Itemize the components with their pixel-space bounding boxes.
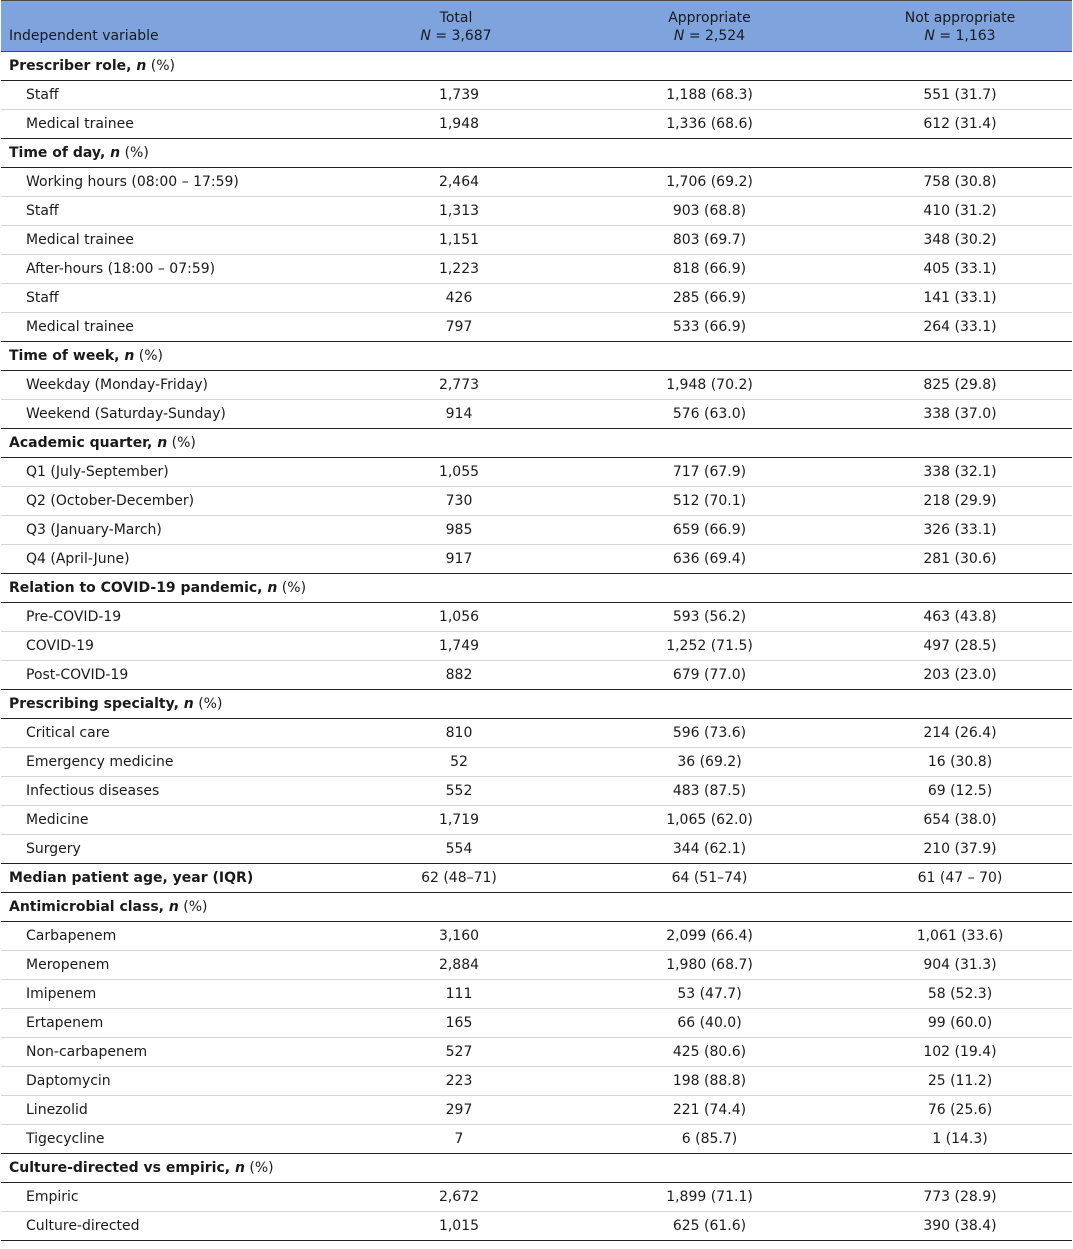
row-appropriate: 1,065 (62.0) xyxy=(571,806,848,835)
row-not-appropriate: 69 (12.5) xyxy=(848,777,1072,806)
row-not-appropriate: 203 (23.0) xyxy=(848,661,1072,690)
row-appropriate: 1,252 (71.5) xyxy=(571,632,848,661)
row-appropriate: 285 (66.9) xyxy=(571,284,848,313)
row-label: Linezolid xyxy=(1,1096,341,1125)
row-total: 810 xyxy=(341,719,571,748)
row-not-appropriate: 338 (37.0) xyxy=(848,400,1072,429)
row-total: 426 xyxy=(341,284,571,313)
row-total: 223 xyxy=(341,1067,571,1096)
row-total: 1,739 xyxy=(341,81,571,110)
table-row xyxy=(1,980,1072,1009)
row-not-appropriate: 141 (33.1) xyxy=(848,284,1072,313)
section-title: Relation to COVID-19 pandemic, n (%) xyxy=(1,574,1072,603)
row-label: Weekend (Saturday-Sunday) xyxy=(1,400,341,429)
row-not-appropriate: 264 (33.1) xyxy=(848,313,1072,342)
table-row xyxy=(1,1212,1072,1241)
row-total: 797 xyxy=(341,313,571,342)
row-total: 1,223 xyxy=(341,255,571,284)
row-not-appropriate: 348 (30.2) xyxy=(848,226,1072,255)
row-total: 882 xyxy=(341,661,571,690)
table-row xyxy=(1,719,1072,748)
table-row xyxy=(1,748,1072,777)
row-appropriate: 221 (74.4) xyxy=(571,1096,848,1125)
row-not-appropriate: 904 (31.3) xyxy=(848,951,1072,980)
table-row xyxy=(1,284,1072,313)
row-label: Culture-directed xyxy=(1,1212,341,1241)
row-not-appropriate: 58 (52.3) xyxy=(848,980,1072,1009)
row-label: Q4 (April-June) xyxy=(1,545,341,574)
section-title: Culture-directed vs empiric, n (%) xyxy=(1,1154,1072,1183)
section-title: Prescriber role, n (%) xyxy=(1,52,1072,81)
row-not-appropriate: 654 (38.0) xyxy=(848,806,1072,835)
row-total: 1,313 xyxy=(341,197,571,226)
row-total: 62 (48–71) xyxy=(341,864,571,893)
row-total: 552 xyxy=(341,777,571,806)
row-not-appropriate: 218 (29.9) xyxy=(848,487,1072,516)
row-appropriate: 1,948 (70.2) xyxy=(571,371,848,400)
table-row xyxy=(1,81,1072,110)
row-appropriate: 636 (69.4) xyxy=(571,545,848,574)
header-total-title: Total xyxy=(439,10,473,26)
row-appropriate: 596 (73.6) xyxy=(571,719,848,748)
row-not-appropriate: 825 (29.8) xyxy=(848,371,1072,400)
row-label: Daptomycin xyxy=(1,1067,341,1096)
row-not-appropriate: 773 (28.9) xyxy=(848,1183,1072,1212)
row-total: 1,056 xyxy=(341,603,571,632)
row-label: Q2 (October-December) xyxy=(1,487,341,516)
row-not-appropriate: 326 (33.1) xyxy=(848,516,1072,545)
row-total: 1,948 xyxy=(341,110,571,139)
table-row xyxy=(1,487,1072,516)
section-title: Prescribing specialty, n (%) xyxy=(1,690,1072,719)
table-row xyxy=(1,1067,1072,1096)
row-appropriate: 1,706 (69.2) xyxy=(571,168,848,197)
row-appropriate: 2,099 (66.4) xyxy=(571,922,848,951)
row-total: 3,160 xyxy=(341,922,571,951)
table-row xyxy=(1,1038,1072,1067)
row-label: Staff xyxy=(1,81,341,110)
row-not-appropriate: 61 (47 – 70) xyxy=(848,864,1072,893)
row-total: 917 xyxy=(341,545,571,574)
row-total: 554 xyxy=(341,835,571,864)
row-appropriate: 717 (67.9) xyxy=(571,458,848,487)
row-total: 527 xyxy=(341,1038,571,1067)
table-row xyxy=(1,516,1072,545)
table-row xyxy=(1,603,1072,632)
row-label: Non-carbapenem xyxy=(1,1038,341,1067)
header-independent-variable: Independent variable xyxy=(1,1,341,52)
row-appropriate: 533 (66.9) xyxy=(571,313,848,342)
row-appropriate: 1,980 (68.7) xyxy=(571,951,848,980)
table-row xyxy=(1,1009,1072,1038)
row-label: Imipenem xyxy=(1,980,341,1009)
table-row xyxy=(1,255,1072,284)
table-row xyxy=(1,110,1072,139)
row-appropriate: 1,336 (68.6) xyxy=(571,110,848,139)
table-row xyxy=(1,226,1072,255)
row-total: 1,151 xyxy=(341,226,571,255)
row-total: 52 xyxy=(341,748,571,777)
section-header xyxy=(1,1154,1072,1183)
row-not-appropriate: 612 (31.4) xyxy=(848,110,1072,139)
row-appropriate: 1,899 (71.1) xyxy=(571,1183,848,1212)
table-row xyxy=(1,1125,1072,1154)
row-label: Pre-COVID-19 xyxy=(1,603,341,632)
table-row xyxy=(1,777,1072,806)
row-label: Medical trainee xyxy=(1,110,341,139)
section-header xyxy=(1,52,1072,81)
row-label: Carbapenem xyxy=(1,922,341,951)
row-total: 165 xyxy=(341,1009,571,1038)
row-not-appropriate: 214 (26.4) xyxy=(848,719,1072,748)
row-label: Median patient age, year (IQR) xyxy=(1,864,341,893)
row-appropriate: 64 (51–74) xyxy=(571,864,848,893)
row-appropriate: 803 (69.7) xyxy=(571,226,848,255)
header-not-appropriate: Not appropriate N = 1,163 xyxy=(848,1,1072,52)
row-not-appropriate: 16 (30.8) xyxy=(848,748,1072,777)
row-total: 2,672 xyxy=(341,1183,571,1212)
row-total: 1,719 xyxy=(341,806,571,835)
table-row xyxy=(1,951,1072,980)
row-not-appropriate: 405 (33.1) xyxy=(848,255,1072,284)
row-label: After-hours (18:00 – 07:59) xyxy=(1,255,341,284)
header-total: Total N = 3,687 xyxy=(341,1,571,52)
row-not-appropriate: 551 (31.7) xyxy=(848,81,1072,110)
table-row xyxy=(1,661,1072,690)
row-total: 2,464 xyxy=(341,168,571,197)
row-total: 297 xyxy=(341,1096,571,1125)
row-label: Medical trainee xyxy=(1,313,341,342)
header-row xyxy=(1,1,1072,52)
row-not-appropriate: 76 (25.6) xyxy=(848,1096,1072,1125)
row-appropriate: 576 (63.0) xyxy=(571,400,848,429)
section-header xyxy=(1,139,1072,168)
row-not-appropriate: 102 (19.4) xyxy=(848,1038,1072,1067)
row-label: Surgery xyxy=(1,835,341,864)
row-appropriate: 344 (62.1) xyxy=(571,835,848,864)
row-total: 730 xyxy=(341,487,571,516)
section-title: Time of day, n (%) xyxy=(1,139,1072,168)
row-total: 111 xyxy=(341,980,571,1009)
section-header xyxy=(1,893,1072,922)
table-row xyxy=(1,806,1072,835)
table-row xyxy=(1,400,1072,429)
table-row xyxy=(1,1096,1072,1125)
row-not-appropriate: 281 (30.6) xyxy=(848,545,1072,574)
row-appropriate: 36 (69.2) xyxy=(571,748,848,777)
row-label: Post-COVID-19 xyxy=(1,661,341,690)
row-appropriate: 659 (66.9) xyxy=(571,516,848,545)
row-not-appropriate: 410 (31.2) xyxy=(848,197,1072,226)
table-row xyxy=(1,632,1072,661)
row-label: Emergency medicine xyxy=(1,748,341,777)
section-title: Time of week, n (%) xyxy=(1,342,1072,371)
row-label: Medicine xyxy=(1,806,341,835)
row-not-appropriate: 25 (11.2) xyxy=(848,1067,1072,1096)
row-not-appropriate: 1 (14.3) xyxy=(848,1125,1072,1154)
row-total: 7 xyxy=(341,1125,571,1154)
row-label: Weekday (Monday-Friday) xyxy=(1,371,341,400)
row-total: 1,749 xyxy=(341,632,571,661)
row-total: 1,015 xyxy=(341,1212,571,1241)
row-label: COVID-19 xyxy=(1,632,341,661)
row-appropriate: 593 (56.2) xyxy=(571,603,848,632)
results-table xyxy=(1,0,1072,1241)
row-label: Tigecycline xyxy=(1,1125,341,1154)
row-appropriate: 818 (66.9) xyxy=(571,255,848,284)
row-appropriate: 6 (85.7) xyxy=(571,1125,848,1154)
row-total: 985 xyxy=(341,516,571,545)
row-label: Staff xyxy=(1,284,341,313)
row-label: Medical trainee xyxy=(1,226,341,255)
row-not-appropriate: 390 (38.4) xyxy=(848,1212,1072,1241)
row-not-appropriate: 210 (37.9) xyxy=(848,835,1072,864)
row-label: Working hours (08:00 – 17:59) xyxy=(1,168,341,197)
header-appropriate: Appropriate N = 2,524 xyxy=(571,1,848,52)
table-body xyxy=(1,52,1072,1241)
row-total: 2,884 xyxy=(341,951,571,980)
header-not-appropriate-title: Not appropriate xyxy=(904,10,1016,26)
section-header xyxy=(1,690,1072,719)
row-label: Meropenem xyxy=(1,951,341,980)
row-total: 1,055 xyxy=(341,458,571,487)
row-label: Ertapenem xyxy=(1,1009,341,1038)
row-label: Empiric xyxy=(1,1183,341,1212)
row-appropriate: 1,188 (68.3) xyxy=(571,81,848,110)
table-row xyxy=(1,168,1072,197)
row-total: 2,773 xyxy=(341,371,571,400)
row-label: Q1 (July-September) xyxy=(1,458,341,487)
row-not-appropriate: 338 (32.1) xyxy=(848,458,1072,487)
row-label: Staff xyxy=(1,197,341,226)
section-header xyxy=(1,342,1072,371)
row-not-appropriate: 99 (60.0) xyxy=(848,1009,1072,1038)
row-appropriate: 903 (68.8) xyxy=(571,197,848,226)
section-header xyxy=(1,574,1072,603)
row-appropriate: 625 (61.6) xyxy=(571,1212,848,1241)
table-row xyxy=(1,1183,1072,1212)
row-appropriate: 53 (47.7) xyxy=(571,980,848,1009)
row-label: Critical care xyxy=(1,719,341,748)
row-appropriate: 425 (80.6) xyxy=(571,1038,848,1067)
row-appropriate: 66 (40.0) xyxy=(571,1009,848,1038)
section-header xyxy=(1,429,1072,458)
header-appropriate-title: Appropriate xyxy=(668,10,751,26)
row-label: Q3 (January-March) xyxy=(1,516,341,545)
row-not-appropriate: 497 (28.5) xyxy=(848,632,1072,661)
row-not-appropriate: 758 (30.8) xyxy=(848,168,1072,197)
table-row xyxy=(1,313,1072,342)
row-appropriate: 483 (87.5) xyxy=(571,777,848,806)
section-title: Antimicrobial class, n (%) xyxy=(1,893,1072,922)
row-appropriate: 512 (70.1) xyxy=(571,487,848,516)
table-row xyxy=(1,922,1072,951)
row-label: Infectious diseases xyxy=(1,777,341,806)
section-title: Academic quarter, n (%) xyxy=(1,429,1072,458)
table-row xyxy=(1,371,1072,400)
row-total: 914 xyxy=(341,400,571,429)
table-row xyxy=(1,458,1072,487)
table-row xyxy=(1,835,1072,864)
row-appropriate: 679 (77.0) xyxy=(571,661,848,690)
table-row xyxy=(1,197,1072,226)
row-not-appropriate: 463 (43.8) xyxy=(848,603,1072,632)
table-row xyxy=(1,545,1072,574)
row-appropriate: 198 (88.8) xyxy=(571,1067,848,1096)
summary-row xyxy=(1,864,1072,893)
row-not-appropriate: 1,061 (33.6) xyxy=(848,922,1072,951)
